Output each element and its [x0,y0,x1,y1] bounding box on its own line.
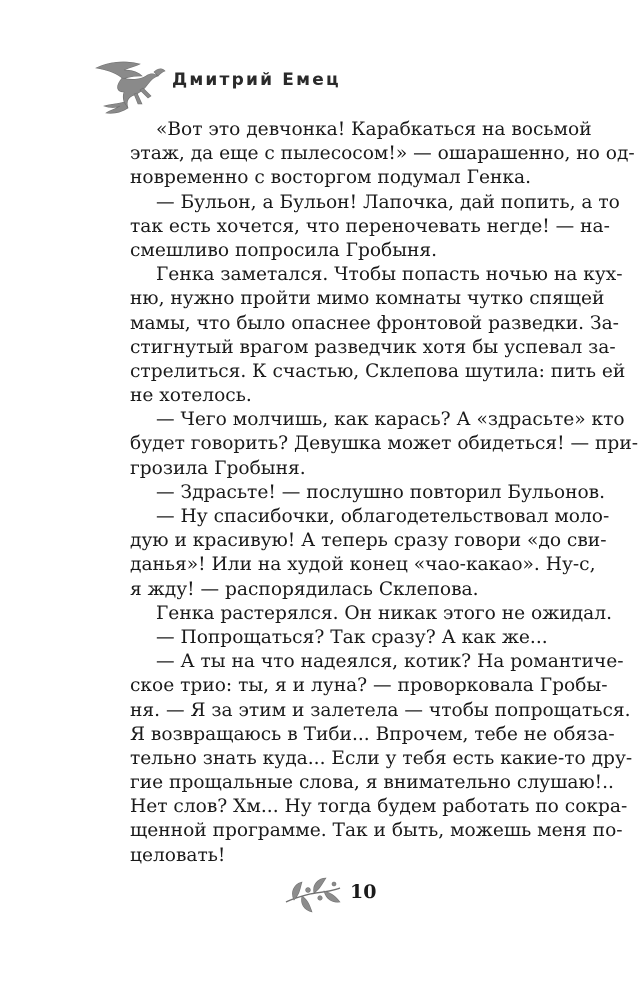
author-name: Дмитрий Емец [172,70,341,90]
text-line: — Ну спасибочки, облагодетельствовал моло- [156,506,610,527]
holly-ornament-icon [280,872,346,916]
text-line: «Вот это девчонка! Карабкаться на восьмой [156,119,592,140]
text-line: тельно знать куда... Если у тебя есть какие-то дру- [130,747,633,769]
text-line: мамы, что было опаснее фронтовой разведки. За- [130,312,619,334]
text-line: я жду! — распорядилась Склепова. [130,578,479,600]
text-line: — Попрощаться? Так сразу? А как же... [156,626,548,648]
text-line: целовать! [130,844,226,866]
text-line: щенной программе. Так и быть, можешь меня по- [130,820,623,842]
text-line: гие прощальные слова, я внимательно слушаю!.. [130,772,614,794]
dragon-icon [88,58,166,122]
text-line: будет говорить? Девушка может обидеться! — при- [130,433,639,455]
text-line: так есть хочется, что переночевать негде! — на- [130,215,610,237]
text-line: ня. — Я за этим и залетела — чтобы попрощаться. [130,699,631,721]
page-footer [280,872,400,922]
text-line: — Чего молчишь, как карась? А «здрасьте» кто [156,409,625,431]
text-line: ню, нужно пройти мимо комнаты чутко спящей [130,288,605,310]
text-line: Я возвращаюсь в Тиби... Впрочем, тебе не обяза- [130,723,615,745]
text-line: этаж, да еще с пылесосом!» — ошарашенно, но од- [130,143,635,165]
text-line: данья»! Или на худой конец «чао-какао». Ну-с, [130,554,596,576]
page-number: 10 [350,881,377,903]
text-line: — Здрасьте! — послушно повторил Бульонов. [156,481,606,503]
body-text [130,118,639,868]
text-line: дую и красивую! А теперь сразу говори «до сви- [130,530,607,552]
text-line: не хотелось. [130,385,252,407]
text-line: Генка растерялся. Он никак этого не ожидал. [156,602,612,624]
text-line: стигнутый врагом разведчик хотя бы успевал за- [130,336,616,358]
text-line: стрелиться. К счастью, Склепова шутила: пить ей [130,360,626,382]
text-line: Генка заметался. Чтобы попасть ночью на кух- [156,264,623,286]
text-line: грозила Гробыня. [130,457,306,479]
text-line: новременно с восторгом подумал Генка. [130,167,531,189]
text-line: ское трио: ты, я и луна? — проворковала Гробы- [130,675,608,697]
text-line: — А ты на что надеялся, котик? На романтиче- [156,651,624,673]
text-line: Нет слов? Хм... Ну тогда будем работать по сокра- [130,796,628,818]
text-line: — Бульон, а Бульон! Лапочка, дай попить, а то [156,191,620,213]
text-line: смешливо попросила Гробыня. [130,239,438,261]
